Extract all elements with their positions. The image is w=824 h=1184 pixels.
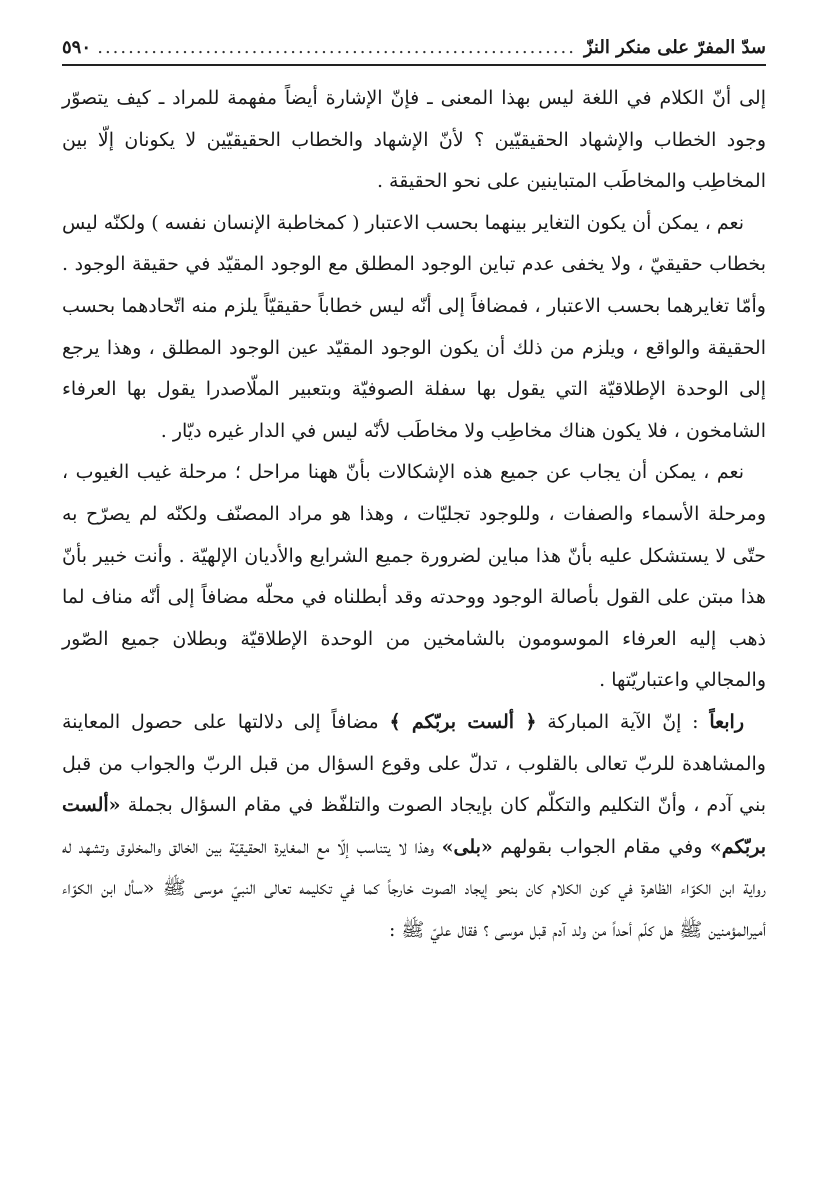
document-page: [62, 30, 766, 1160]
paragraph-2: نعم ، يمكن أن يكون التغاير بينهما بحسب الاعتبار ( كمخاطبة الإنسان نفسه ) ولكنّه ليس بخطاب حقيقيّ ، ولا يخفى عدم تباين الوجود المطلق مع الوجود المقيّد في حقيقة الوجود . وأمّا تغايرهما بحسب الاعتبار ، فمضافاً إلى أنّه ليس خطاباً حقيقيّاً يلزم منه اتّحادهما بحسب الحقيقة والواقع ، ويلزم من ذلك أن يكون الوجود المقيّد عين الوجود المطلق ، وهذا يرجع إلى الوحدة الإطلاقيّة التي يقول بها سفلة الصوفيّة وبتعبير الملّاصدرا يقول بها العرفاء الشامخون ، فلا يكون هناك مخاطِب ولا مخاطَب لأنّه ليس في الدار غيره ديّار .: [62, 211, 766, 442]
paragraph-4-segment-3: وفي مقام الجواب بقولهم: [492, 835, 710, 858]
header-dot-leader: [99, 37, 576, 58]
running-title: سدّ المفرّ على منكر النزّ: [583, 36, 766, 58]
page-number: ٥٩٠: [62, 36, 92, 58]
quoted-question: «ألست بربّكم»: [62, 794, 766, 858]
paragraph-3: نعم ، يمكن أن يجاب عن جميع هذه الإشكالات بأنّ ههنا مراحل ؛ مرحلة غيب الغيوب ، ومرحلة الأسماء والصفات ، وللوجود تجليّات ، وهذا هو مراد المصنّف ولكنّه لم يصرّح به حتّى لا يستشكل عليه بأنّ هذا مباين لضرورة جميع الشرايع والأديان الإلهيّة . وأنت خبير بأنّ هذا مبتن على القول بأصالة الوجود ووحدته وقد أبطلناه في محلّه مضافاً إلى أنّه مناف لما ذهب إليه العرفاء الموسومون بالشامخين من الوحدة الإطلاقيّة وبطلان جميع الصّور والمجالي واعتباريّتها .: [62, 461, 766, 692]
paragraph-4-segment-2: مضافاً إلى دلالتها على حصول المعاينة والمشاهدة للربّ تعالى بالقلوب ، تدلّ على وقوع السؤال من قبل الربّ والجواب من قبل بني آدم ، وأنّ التكليم والتكلّم كان بإيجاد الصوت والتلفّظ في مقام السؤال بجملة: [62, 710, 766, 817]
point-label: رابعاً: [709, 710, 745, 733]
paragraph-4-segment-1: : إنّ الآية المباركة: [536, 710, 710, 733]
page-header: [62, 30, 766, 66]
quoted-answer: «بلى»: [441, 835, 493, 858]
quran-quote: ﴿ ألست بربّكم ﴾: [389, 710, 537, 733]
paragraph-4: [62, 702, 766, 952]
paragraph-1: إلى أنّ الكلام في اللغة ليس بهذا المعنى ـ فإنّ الإشارة أيضاً مفهمة للمراد ـ كيف يتصوّر وجود الخطاب والإشهاد الحقيقيّين ؟ لأنّ الإشهاد والخطاب الحقيقيّين لا يكونان إلّا بين المخاطِب والمخاطَب المتباينين على نحو الحقيقة .: [62, 87, 766, 193]
page-body: [62, 78, 766, 951]
paragraph-4-segment-4: وهذا لا يتناسب إلّا مع المغايرة الحقيقيّة بين الخالق والمخلوق وتشهد له رواية ابن الكوّاء الظاهرة في كون الكلام كان بنحو إيجاد الصوت خارجاً كما في تكليمه تعالى النبيّ موسى ﷺ «سأل ابن الكوّاء أميرالمؤمنين ﷺ هل كلّم أحداً من ولد آدم قبل موسى ؟ فقال عليّ ﷺ :: [62, 835, 766, 941]
